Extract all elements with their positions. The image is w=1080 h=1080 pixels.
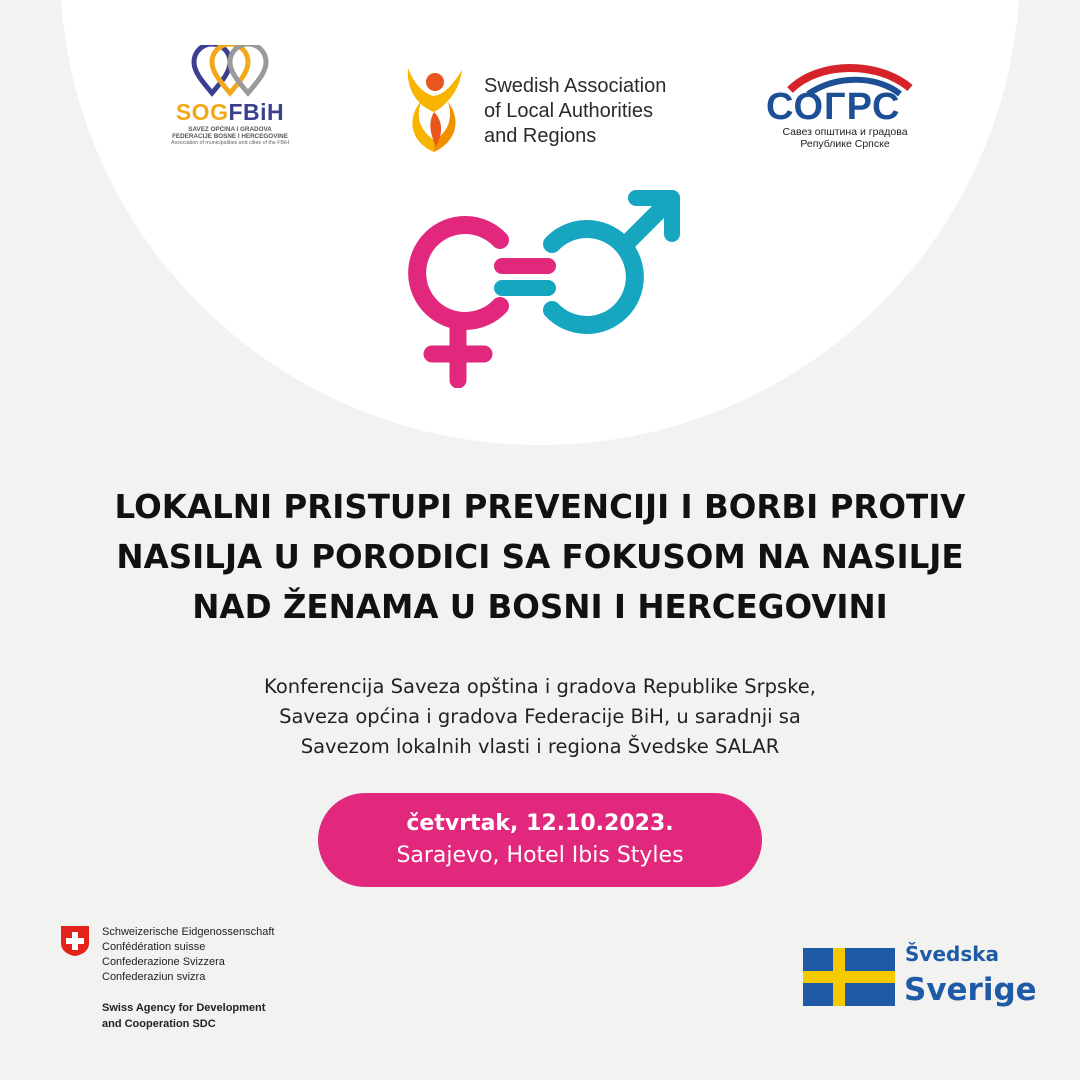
salar-name (484, 74, 666, 149)
sweden-label-swedish: Sverige (904, 972, 1037, 1008)
description-line: Konferencija Saveza opština i gradova Republike Srpske, (264, 675, 816, 698)
gender-equality-icon (400, 188, 690, 388)
event-venue: Sarajevo, Hotel Ibis Styles (396, 843, 684, 868)
sdc-agency-name (102, 1001, 265, 1032)
sogfbih-logo (155, 45, 305, 165)
sweden-label-local: Švedska (905, 942, 1000, 966)
sogfbih-line1: SAVEZ OPĆINA I GRADOVA (188, 126, 272, 133)
sogfbih-name-part1: SOG (175, 99, 229, 125)
sogfbih-name-part2: FBiH (228, 99, 285, 125)
sogfbih-wordmark (155, 99, 305, 126)
description-line: Saveza općina i gradova Federacije BiH, u saradnji sa (279, 705, 801, 728)
sogfbih-line3: Association of municipalities and cities of the FBiH (170, 140, 290, 146)
agency-line: and Cooperation SDC (102, 1017, 216, 1030)
conf-line: Confédération suisse (102, 941, 206, 953)
title-line: NAD ŽENAMA U BOSNI I HERCEGOVINI (192, 588, 888, 626)
conf-line: Confederazione Svizzera (102, 956, 225, 968)
event-date-badge (318, 793, 762, 887)
agency-line: Swiss Agency for Development (102, 1002, 266, 1014)
conf-line: Schweizerische Eidgenossenschaft (102, 926, 275, 938)
swiss-cross-icon (60, 925, 90, 957)
conf-line: Confederaziun svizra (102, 971, 206, 983)
salar-line3: and Regions (484, 125, 597, 147)
title-line: LOKALNI PRISTUPI PREVENCIJI I BORBI PROTIV (114, 488, 966, 526)
salar-line2: of Local Authorities (484, 100, 653, 122)
sogfbih-line2: FEDERACIJE BOSNE I HERCEGOVINE (172, 133, 288, 140)
event-title (40, 482, 1040, 632)
event-description (80, 672, 1000, 762)
sogfbih-emblem-icon (190, 45, 270, 97)
sweden-logo (803, 942, 1043, 1022)
sdc-logo (60, 925, 360, 1035)
sogrs-line2: Републике Српске (800, 138, 890, 150)
description-line: Savezom lokalnih vlasti i regiona Švedske SALAR (300, 735, 780, 758)
title-line: NASILJA U PORODICI SA FOKUSOM NA NASILJE (116, 538, 964, 576)
swedish-flag-icon (803, 948, 895, 1006)
swiss-confederation-names (102, 925, 274, 985)
salar-flame-icon (400, 60, 472, 155)
event-date: četvrtak, 12.10.2023. (406, 811, 674, 836)
sogrs-wordmark: СОГРС (766, 86, 901, 128)
salar-logo (400, 60, 700, 160)
sogrs-logo (760, 60, 930, 160)
sogrs-line1: Савез општина и градова (782, 126, 908, 138)
salar-line1: Swedish Association (484, 75, 667, 97)
sogrs-subtitle (760, 126, 930, 150)
